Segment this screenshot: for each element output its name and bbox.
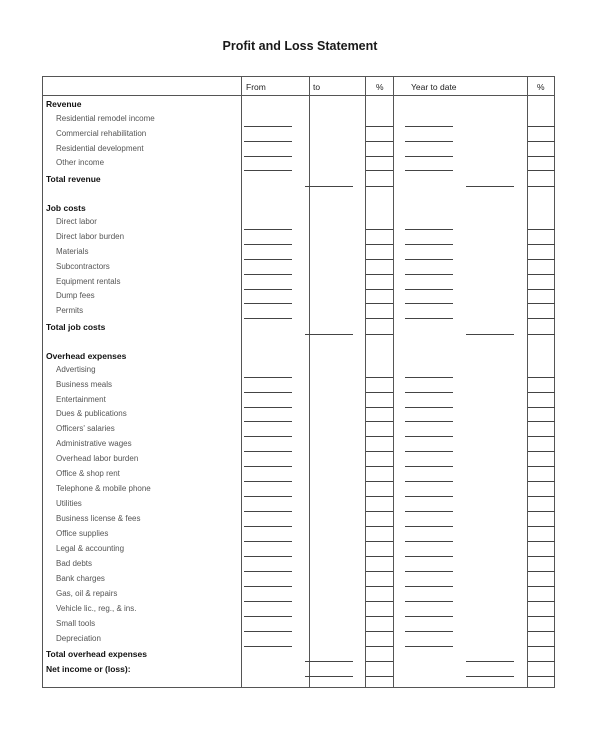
- percent-blank[interactable]: [366, 274, 393, 275]
- line-item-row: [43, 499, 554, 514]
- ytd-percent-blank[interactable]: [528, 586, 555, 587]
- ytd-percent-blank[interactable]: [528, 526, 555, 527]
- ytd-amount-blank[interactable]: [405, 259, 453, 260]
- percent-blank[interactable]: [366, 676, 393, 677]
- line-item-row: [43, 380, 554, 395]
- ytd-percent-blank[interactable]: [528, 556, 555, 557]
- line-item-label: Commercial rehabilitation: [56, 129, 147, 138]
- line-item-row: [43, 469, 554, 484]
- percent-blank[interactable]: [366, 481, 393, 482]
- ytd-amount-blank[interactable]: [405, 646, 453, 647]
- line-item-label: Overhead labor burden: [56, 454, 139, 463]
- ytd-amount-blank[interactable]: [405, 244, 453, 245]
- from-amount-blank[interactable]: [244, 601, 292, 602]
- line-item-label: Telephone & mobile phone: [56, 484, 151, 493]
- percent-blank[interactable]: [366, 616, 393, 617]
- ytd-amount-blank[interactable]: [405, 601, 453, 602]
- ytd-percent-blank[interactable]: [528, 377, 555, 378]
- line-item-label: Bad debts: [56, 559, 93, 568]
- percent-blank[interactable]: [366, 601, 393, 602]
- line-item-label: Business meals: [56, 380, 113, 389]
- ytd-amount-blank[interactable]: [405, 451, 453, 452]
- section-row: [43, 351, 554, 366]
- percent-blank[interactable]: [366, 289, 393, 290]
- from-amount-blank[interactable]: [244, 631, 292, 632]
- line-item-label: Equipment rentals: [56, 277, 121, 286]
- section-row: [43, 99, 554, 114]
- from-amount-blank[interactable]: [244, 126, 292, 127]
- from-amount-blank[interactable]: [244, 421, 292, 422]
- section-heading: Job costs: [46, 203, 86, 213]
- percent-blank[interactable]: [366, 661, 393, 662]
- column-header-from: From: [246, 82, 266, 92]
- ytd-amount-blank[interactable]: [405, 556, 453, 557]
- total-row: [43, 649, 554, 664]
- to-total-blank[interactable]: [305, 334, 353, 335]
- ytd-amount-blank[interactable]: [405, 466, 453, 467]
- line-item-label: Direct labor: [56, 217, 97, 226]
- line-item-label: Dues & publications: [56, 409, 127, 418]
- line-item-row: [43, 262, 554, 277]
- from-amount-blank[interactable]: [244, 156, 292, 157]
- percent-blank[interactable]: [366, 170, 393, 171]
- ytd-percent-blank[interactable]: [528, 156, 555, 157]
- ytd-percent-blank[interactable]: [528, 303, 555, 304]
- line-item-row: [43, 454, 554, 469]
- ytd-amount-blank[interactable]: [405, 541, 453, 542]
- line-item-label: Residential remodel income: [56, 114, 155, 123]
- line-item-row: [43, 619, 554, 634]
- line-item-label: Materials: [56, 247, 89, 256]
- page-title: Profit and Loss Statement: [222, 39, 378, 53]
- line-item-row: [43, 247, 554, 262]
- from-amount-blank[interactable]: [244, 571, 292, 572]
- ytd-amount-blank[interactable]: [405, 392, 453, 393]
- ytd-percent-blank[interactable]: [528, 631, 555, 632]
- percent-blank[interactable]: [366, 631, 393, 632]
- line-item-label: Office supplies: [56, 529, 109, 538]
- from-amount-blank[interactable]: [244, 496, 292, 497]
- section-heading: Overhead expenses: [46, 351, 127, 361]
- ytd-percent-blank[interactable]: [528, 186, 555, 187]
- percent-blank[interactable]: [366, 556, 393, 557]
- ytd-percent-blank[interactable]: [528, 229, 555, 230]
- from-amount-blank[interactable]: [244, 259, 292, 260]
- line-item-row: [43, 439, 554, 454]
- line-item-label: Direct labor burden: [56, 232, 125, 241]
- ytd-total-blank[interactable]: [466, 186, 514, 187]
- line-item-row: [43, 514, 554, 529]
- from-amount-blank[interactable]: [244, 466, 292, 467]
- ytd-percent-blank[interactable]: [528, 646, 555, 647]
- percent-blank[interactable]: [366, 186, 393, 187]
- ytd-percent-blank[interactable]: [528, 244, 555, 245]
- from-amount-blank[interactable]: [244, 303, 292, 304]
- line-item-row: [43, 232, 554, 247]
- line-item-label: Utilities: [56, 499, 82, 508]
- column-header-to: to: [313, 82, 321, 92]
- line-item-row: [43, 484, 554, 499]
- percent-blank[interactable]: [366, 466, 393, 467]
- total-label: Total overhead expenses: [46, 649, 147, 659]
- from-amount-blank[interactable]: [244, 274, 292, 275]
- column-header-year-to-date: Year to date: [411, 82, 457, 92]
- ytd-percent-blank[interactable]: [528, 511, 555, 512]
- line-item-row: [43, 365, 554, 380]
- percent-blank[interactable]: [366, 244, 393, 245]
- total-label: Total revenue: [46, 174, 101, 184]
- ytd-amount-blank[interactable]: [405, 229, 453, 230]
- line-item-row: [43, 277, 554, 292]
- line-item-row: [43, 306, 554, 321]
- ytd-percent-blank[interactable]: [528, 541, 555, 542]
- from-amount-blank[interactable]: [244, 481, 292, 482]
- total-row: [43, 322, 554, 337]
- ytd-amount-blank[interactable]: [405, 586, 453, 587]
- from-amount-blank[interactable]: [244, 244, 292, 245]
- percent-blank[interactable]: [366, 126, 393, 127]
- from-amount-blank[interactable]: [244, 407, 292, 408]
- ytd-percent-blank[interactable]: [528, 451, 555, 452]
- percent-blank[interactable]: [366, 451, 393, 452]
- ytd-amount-blank[interactable]: [405, 126, 453, 127]
- ytd-percent-blank[interactable]: [528, 661, 555, 662]
- ytd-total-blank[interactable]: [466, 661, 514, 662]
- percent-blank[interactable]: [366, 334, 393, 335]
- line-item-label: Gas, oil & repairs: [56, 589, 118, 598]
- percent-blank[interactable]: [366, 259, 393, 260]
- percent-blank[interactable]: [366, 646, 393, 647]
- line-item-label: Vehicle lic., reg., & ins.: [56, 604, 137, 613]
- percent-blank[interactable]: [366, 496, 393, 497]
- percent-blank[interactable]: [366, 392, 393, 393]
- ytd-total-blank[interactable]: [466, 676, 514, 677]
- line-item-row: [43, 634, 554, 649]
- from-amount-blank[interactable]: [244, 616, 292, 617]
- line-item-label: Bank charges: [56, 574, 105, 583]
- ytd-amount-blank[interactable]: [405, 289, 453, 290]
- column-header-percent: %: [376, 82, 384, 92]
- ytd-amount-blank[interactable]: [405, 156, 453, 157]
- ytd-percent-blank[interactable]: [528, 289, 555, 290]
- column-header-ytd-percent: %: [537, 82, 545, 92]
- percent-blank[interactable]: [366, 318, 393, 319]
- ytd-percent-blank[interactable]: [528, 141, 555, 142]
- percent-blank[interactable]: [366, 303, 393, 304]
- line-item-label: Depreciation: [56, 634, 101, 643]
- line-item-row: [43, 604, 554, 619]
- ytd-amount-blank[interactable]: [405, 318, 453, 319]
- line-item-row: [43, 409, 554, 424]
- percent-blank[interactable]: [366, 407, 393, 408]
- percent-blank[interactable]: [366, 156, 393, 157]
- line-item-row: [43, 589, 554, 604]
- line-item-row: [43, 129, 554, 144]
- ytd-percent-blank[interactable]: [528, 274, 555, 275]
- to-total-blank[interactable]: [305, 661, 353, 662]
- percent-blank[interactable]: [366, 571, 393, 572]
- ytd-percent-blank[interactable]: [528, 616, 555, 617]
- from-amount-blank[interactable]: [244, 646, 292, 647]
- percent-blank[interactable]: [366, 421, 393, 422]
- ytd-percent-blank[interactable]: [528, 496, 555, 497]
- ytd-percent-blank[interactable]: [528, 436, 555, 437]
- ytd-amount-blank[interactable]: [405, 511, 453, 512]
- ytd-amount-blank[interactable]: [405, 526, 453, 527]
- from-amount-blank[interactable]: [244, 436, 292, 437]
- ytd-amount-blank[interactable]: [405, 170, 453, 171]
- line-item-row: [43, 395, 554, 410]
- ytd-amount-blank[interactable]: [405, 141, 453, 142]
- from-amount-blank[interactable]: [244, 392, 292, 393]
- ytd-percent-blank[interactable]: [528, 481, 555, 482]
- line-item-label: Permits: [56, 306, 84, 315]
- total-label: Net income or (loss):: [46, 664, 131, 674]
- to-total-blank[interactable]: [305, 676, 353, 677]
- total-row: [43, 664, 554, 679]
- line-item-row: [43, 574, 554, 589]
- ytd-percent-blank[interactable]: [528, 601, 555, 602]
- line-item-row: [43, 217, 554, 232]
- ytd-amount-blank[interactable]: [405, 631, 453, 632]
- ytd-total-blank[interactable]: [466, 334, 514, 335]
- total-label: Total job costs: [46, 322, 106, 332]
- line-item-label: Residential development: [56, 144, 144, 153]
- line-item-label: Advertising: [56, 365, 96, 374]
- percent-blank[interactable]: [366, 141, 393, 142]
- from-amount-blank[interactable]: [244, 526, 292, 527]
- from-amount-blank[interactable]: [244, 170, 292, 171]
- percent-blank[interactable]: [366, 586, 393, 587]
- to-total-blank[interactable]: [305, 186, 353, 187]
- ytd-percent-blank[interactable]: [528, 407, 555, 408]
- line-item-row: [43, 544, 554, 559]
- ytd-percent-blank[interactable]: [528, 466, 555, 467]
- percent-blank[interactable]: [366, 377, 393, 378]
- from-amount-blank[interactable]: [244, 289, 292, 290]
- line-item-row: [43, 158, 554, 173]
- percent-blank[interactable]: [366, 436, 393, 437]
- from-amount-blank[interactable]: [244, 511, 292, 512]
- from-amount-blank[interactable]: [244, 586, 292, 587]
- line-item-label: Subcontractors: [56, 262, 110, 271]
- line-item-row: [43, 559, 554, 574]
- line-item-label: Administrative wages: [56, 439, 132, 448]
- ytd-amount-blank[interactable]: [405, 303, 453, 304]
- line-item-row: [43, 144, 554, 159]
- ytd-percent-blank[interactable]: [528, 571, 555, 572]
- from-amount-blank[interactable]: [244, 556, 292, 557]
- ytd-amount-blank[interactable]: [405, 481, 453, 482]
- statement-table: [42, 76, 555, 688]
- ytd-amount-blank[interactable]: [405, 377, 453, 378]
- from-amount-blank[interactable]: [244, 229, 292, 230]
- ytd-percent-blank[interactable]: [528, 170, 555, 171]
- ytd-percent-blank[interactable]: [528, 259, 555, 260]
- line-item-row: [43, 529, 554, 544]
- section-heading: Revenue: [46, 99, 82, 109]
- ytd-amount-blank[interactable]: [405, 616, 453, 617]
- ytd-amount-blank[interactable]: [405, 274, 453, 275]
- ytd-amount-blank[interactable]: [405, 571, 453, 572]
- ytd-amount-blank[interactable]: [405, 436, 453, 437]
- from-amount-blank[interactable]: [244, 451, 292, 452]
- line-item-label: Small tools: [56, 619, 96, 628]
- percent-blank[interactable]: [366, 229, 393, 230]
- line-item-label: Officers' salaries: [56, 424, 115, 433]
- from-amount-blank[interactable]: [244, 318, 292, 319]
- ytd-percent-blank[interactable]: [528, 126, 555, 127]
- percent-blank[interactable]: [366, 511, 393, 512]
- line-item-label: Legal & accounting: [56, 544, 125, 553]
- percent-blank[interactable]: [366, 526, 393, 527]
- line-item-label: Entertainment: [56, 395, 106, 404]
- ytd-percent-blank[interactable]: [528, 334, 555, 335]
- from-amount-blank[interactable]: [244, 141, 292, 142]
- from-amount-blank[interactable]: [244, 377, 292, 378]
- ytd-amount-blank[interactable]: [405, 421, 453, 422]
- ytd-amount-blank[interactable]: [405, 496, 453, 497]
- line-item-label: Office & shop rent: [56, 469, 120, 478]
- ytd-amount-blank[interactable]: [405, 407, 453, 408]
- line-item-row: [43, 424, 554, 439]
- ytd-percent-blank[interactable]: [528, 421, 555, 422]
- ytd-percent-blank[interactable]: [528, 318, 555, 319]
- percent-blank[interactable]: [366, 541, 393, 542]
- ytd-percent-blank[interactable]: [528, 676, 555, 677]
- line-item-label: Other income: [56, 158, 105, 167]
- line-item-label: Dump fees: [56, 291, 95, 300]
- header-rule: [43, 95, 554, 96]
- line-item-row: [43, 114, 554, 129]
- from-amount-blank[interactable]: [244, 541, 292, 542]
- line-item-row: [43, 291, 554, 306]
- section-row: [43, 203, 554, 218]
- total-row: [43, 174, 554, 189]
- line-item-label: Business license & fees: [56, 514, 141, 523]
- ytd-percent-blank[interactable]: [528, 392, 555, 393]
